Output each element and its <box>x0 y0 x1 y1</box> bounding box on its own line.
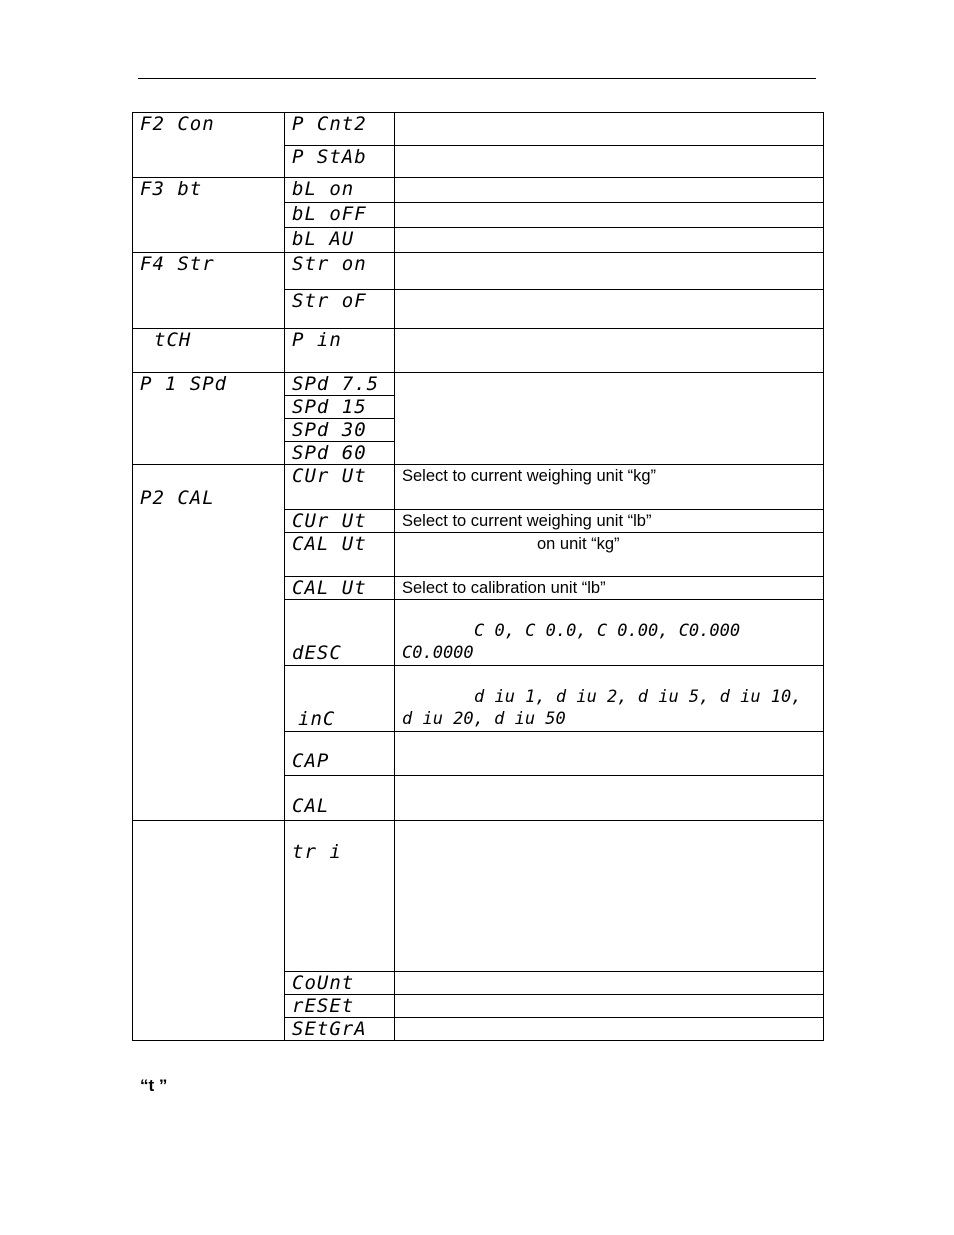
desc-cell: Select to calibration unit “lb” <box>395 577 824 600</box>
desc-cell <box>395 972 824 995</box>
table-row <box>133 465 824 510</box>
desc-cell: C 0, C 0.0, C 0.00, C0.000 C0.0000 <box>395 600 824 666</box>
param-cell-f2: F2 Con <box>133 113 285 178</box>
param-cell-p1: P 1 SPd <box>133 373 285 465</box>
desc-cell: d iu 1, d iu 2, d iu 5, d iu 10, d iu 20, d iu 50 <box>395 666 824 732</box>
desc-cell <box>395 821 824 972</box>
option-cell: bL AU <box>285 228 395 253</box>
desc-cell <box>395 178 824 203</box>
option-cell: rESEt <box>285 995 395 1018</box>
param-cell-p2: P2 CAL <box>133 465 285 821</box>
desc-cell <box>395 1018 824 1041</box>
desc-cell <box>395 228 824 253</box>
option-cell: dESC <box>285 600 395 666</box>
desc-cell <box>395 113 824 146</box>
option-cell: Str on <box>285 253 395 290</box>
desc-cell <box>395 253 824 290</box>
table-row <box>133 113 824 146</box>
param-cell-f3: F3 bt <box>133 178 285 253</box>
desc-cell <box>395 290 824 329</box>
param-cell-f4: F4 Str <box>133 253 285 329</box>
desc-cell <box>395 329 824 373</box>
table-row <box>133 253 824 290</box>
desc-cell <box>395 995 824 1018</box>
param-cell-p3 <box>133 821 285 1041</box>
desc-cell <box>395 203 824 228</box>
option-cell: P in <box>285 329 395 373</box>
option-cell: CAL <box>285 776 395 821</box>
option-cell: CAP <box>285 732 395 776</box>
option-cell: tr i <box>285 821 395 972</box>
option-cell: bL on <box>285 178 395 203</box>
option-cell: bL oFF <box>285 203 395 228</box>
desc-cell <box>395 776 824 821</box>
option-cell: SPd 60 <box>285 442 395 465</box>
param-cell-tch: tCH <box>133 329 285 373</box>
option-cell: CAL Ut <box>285 577 395 600</box>
option-cell: SPd 7.5 <box>285 373 395 396</box>
option-cell: SPd 15 <box>285 396 395 419</box>
desc-cell <box>395 732 824 776</box>
option-cell: CAL Ut <box>285 533 395 577</box>
function-menu-table <box>132 112 824 1041</box>
desc-cell: on unit “kg” <box>395 533 824 577</box>
footer-quote: “t ” <box>140 1076 168 1095</box>
desc-cell <box>395 146 824 178</box>
header-rule <box>138 78 816 79</box>
table-row <box>133 373 824 396</box>
table-row <box>133 178 824 203</box>
table-row <box>133 821 824 972</box>
option-cell: CoUnt <box>285 972 395 995</box>
desc-cell: Select to current weighing unit “lb” <box>395 510 824 533</box>
option-cell: SPd 30 <box>285 419 395 442</box>
option-cell: CUr Ut <box>285 465 395 510</box>
desc-cell <box>395 373 824 465</box>
table-row <box>133 329 824 373</box>
option-cell: P StAb <box>285 146 395 178</box>
option-cell: P Cnt2 <box>285 113 395 146</box>
option-cell: SEtGrA <box>285 1018 395 1041</box>
desc-cell: Select to current weighing unit “kg” <box>395 465 824 510</box>
option-cell: CUr Ut <box>285 510 395 533</box>
option-cell: inC <box>285 666 395 732</box>
option-cell: Str oF <box>285 290 395 329</box>
